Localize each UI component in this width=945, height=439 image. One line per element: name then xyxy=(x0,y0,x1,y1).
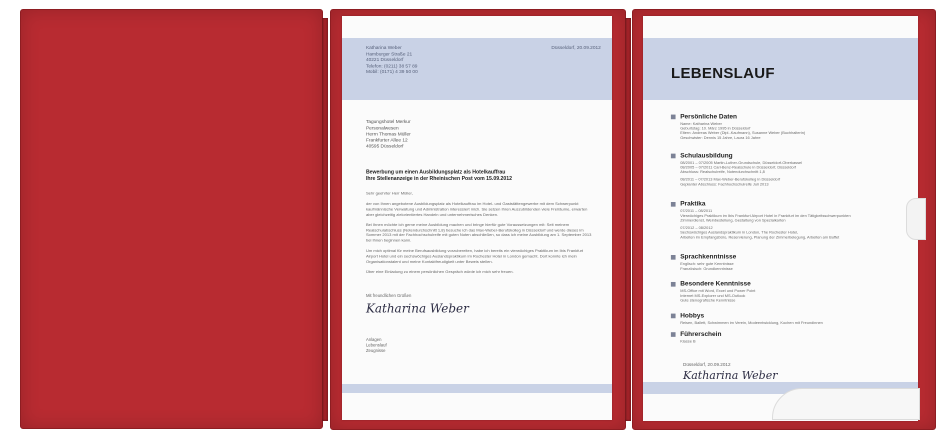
cv-line: 08/2005 – 07/2011 Carl-Benz-Realschule in Düsseldorf, Düsseldorf xyxy=(680,164,796,170)
bullet-square-icon xyxy=(671,332,676,337)
sender-line: 40221 Düsseldorf xyxy=(365,57,404,64)
subject-line: Bewerbung um einen Ausbildungsplatz als Hotelkauffrau xyxy=(365,169,506,176)
cv-place-date: Düsseldorf, 20.09.2012 xyxy=(683,362,731,367)
enclosure-line: Zeugnisse xyxy=(365,348,386,354)
cv-line: Englisch: sehr gute Kenntnisse xyxy=(680,261,734,267)
cv-line: Reisen, Ballett, Schwimmen im Verein, Modeentwicklung, Kochen mit Freundinnen xyxy=(680,320,823,325)
bullet-square-icon xyxy=(671,154,676,159)
cv-section-internships xyxy=(671,201,904,240)
letter-enclosures xyxy=(366,337,387,354)
cv-line: Französisch: Grundkenntnisse xyxy=(680,266,733,271)
cv-section-heading: Sprachkenntnisse xyxy=(671,254,904,261)
letter-paragraph: Bei Ihnen möchte ich gerne meine Ausbildung machen und bringe hierfür gute Voraussetzungen mit: Seit meinem Realschulabschluss (Notendurchschnitt 1,8) besuche ich das Max-Weber-Berufskolleg in Düsseldorf und werde dieses im Sommer 2013 mit der Fachhochschulreife mit guten Noten abschließen, so dass ich meine Ausbildung am 1. September 2013 bei Ihnen beginnen kann. xyxy=(365,221,592,243)
cv-line: Vierwöchiges Praktikum im Ibis Frankfurt Airport Hotel in Frankfurt im den Tätigkeitsschwerpunkten xyxy=(680,213,851,218)
letter-subject xyxy=(366,170,582,183)
cv-section-personal xyxy=(671,114,904,140)
bullet-square-icon xyxy=(671,282,676,287)
card-slot-tab xyxy=(906,198,926,240)
cv-section-heading: Persönliche Daten xyxy=(671,114,904,121)
subject-line: Ihre Stellenanzeige in der Rheinischen Post vom 15.09.2012 xyxy=(365,176,512,182)
bullet-square-icon xyxy=(671,255,676,260)
cv-line: Name: Katharina Weber xyxy=(680,121,722,126)
cv-line: 08/2001 – 07/2005 Martin-Luther-Grundschule, Düsseldorf-Oberkassel xyxy=(680,160,803,165)
recipient-line: Frankfurter Allee 12 xyxy=(365,137,408,144)
letter-paragraph: Um mich optimal für meine Berufsausbildung vorzubereiten, habe ich bereits ein vierwöchiges Praktikum im Ibis Frankfurt Airport Hotel und ein sechswöchiges Auslandspraktikum im Rochester Hotel in London gemacht. Dort konnte ich mein Organisationstalent und meine Kontaktfreudigkeit unter Beweis stellen. xyxy=(365,248,584,264)
enclosure-line: Lebenslauf xyxy=(365,342,387,348)
cv-section-hobbies xyxy=(671,313,904,325)
cv-line: Abschluss: Realschulreife, Notendurchschnitt 1,8 xyxy=(680,169,765,175)
letter-salutation: Sehr geehrter Herr Müller, xyxy=(365,190,413,196)
cv-line: Geschwister: Dennis 15 Jahre, Laura 16 Jahre xyxy=(680,135,761,140)
cv-line: MS-Office mit Word, Excel und Power Point xyxy=(680,288,756,294)
cv-title: LEBENSLAUF xyxy=(671,65,775,82)
cv-section-heading: Praktika xyxy=(671,201,904,208)
cv-line: Gute stenografische Kenntnisse xyxy=(680,297,736,303)
cv-line: Geplanter Abschluss: Fachhochschulreife Juli 2013 xyxy=(680,181,769,187)
cv-line: 07/2011 – 08/2011 xyxy=(680,208,713,214)
recipient-line: Personalwesen xyxy=(365,125,399,131)
bullet-square-icon xyxy=(671,115,676,120)
cv-section-skills xyxy=(671,281,904,303)
cv-line: Klasse B xyxy=(680,338,696,344)
card-slot-tab-bottom xyxy=(772,388,920,420)
letter-place-date: Düsseldorf, 20.09.2012 xyxy=(551,45,601,51)
cv-line: Zimmerdienst, Weinbestellung, Gestaltung von Spezialkarten xyxy=(680,217,786,223)
cv-section-school xyxy=(671,153,904,187)
sender-line: Katharina Weber xyxy=(365,45,402,51)
bullet-square-icon xyxy=(671,202,676,207)
cv-line: Geburtstag: 10. März 1995 in Düsseldorf xyxy=(680,125,751,131)
cv-signature: Katharina Weber xyxy=(683,369,778,382)
cv-line: Internet MS-Explorer und MS-Outlook xyxy=(680,293,746,298)
cv-line: Eltern: Andreas Weber (Dipl.-Kaufmann), Susanne Weber (Buchhalterin) xyxy=(680,130,806,136)
cover-letter-page xyxy=(342,16,612,420)
cv-line: Sechswöchiges Auslandspraktikum in London, The Rochester Hotel, xyxy=(680,230,799,235)
cv-line: 07/2012 – 08/2012 xyxy=(680,225,713,231)
folder-crease-left xyxy=(322,18,328,421)
letter-sender-block xyxy=(366,45,418,75)
sender-line: Hamburger Straße 21 xyxy=(365,51,413,58)
cv-section-heading: Schulausbildung xyxy=(671,153,904,160)
folder-left-flap xyxy=(20,9,323,429)
cv-section-heading: Besondere Kenntnisse xyxy=(671,281,904,288)
recipient-line: Tagungshotel Merkur xyxy=(365,119,411,125)
folder-crease-right xyxy=(625,18,631,421)
cv-line: 08/2011 – 07/2013 Max-Weber-Berufskolleg in Düsseldorf xyxy=(680,177,781,182)
letter-paragraph: Über eine Einladung zu einem persönlichen Gespräch würde ich mich sehr freuen. xyxy=(365,269,514,274)
letter-signature: Katharina Weber xyxy=(365,302,469,317)
enclosure-line: Anlagen xyxy=(365,337,382,343)
recipient-line: 40595 Düsseldorf xyxy=(365,144,404,150)
cv-section-license xyxy=(671,331,904,343)
cv-section-heading: Führerschein xyxy=(671,331,904,338)
letter-closing: Mit freundlichen Grüßen xyxy=(365,293,412,298)
sender-line: Telefon: (0211) 38 57 89 xyxy=(365,63,418,70)
letter-body xyxy=(366,191,592,279)
cv-line: Arbeiten im Empfangsbüro, Reservierung, Planung der Zimmerbelegung, Arbeiten am Buffet xyxy=(680,234,840,240)
letter-paragraph: der von Ihnen angebotene Ausbildungsplatz als Hotelkauffrau im Hotel- und Gaststättengewerbe mit dem Schwerpunkt kaufmännische Verwaltung und Administration interessiert mich. Sie setzen Ihren Auszubildenden viele Freiräume, erwarten aber gleichzeitig zielorientiertes Handeln und unternehmerisches Denken. xyxy=(365,201,588,217)
recipient-line: Herrn Thomas Müller xyxy=(365,131,411,138)
letter-recipient-block xyxy=(366,119,411,150)
cv-page xyxy=(643,16,918,421)
bullet-square-icon xyxy=(671,314,676,319)
cv-section-heading: Hobbys xyxy=(671,313,904,320)
cv-section-languages xyxy=(671,254,904,271)
sender-line: Mobil: (0171) 4 39 50 00 xyxy=(365,69,418,76)
